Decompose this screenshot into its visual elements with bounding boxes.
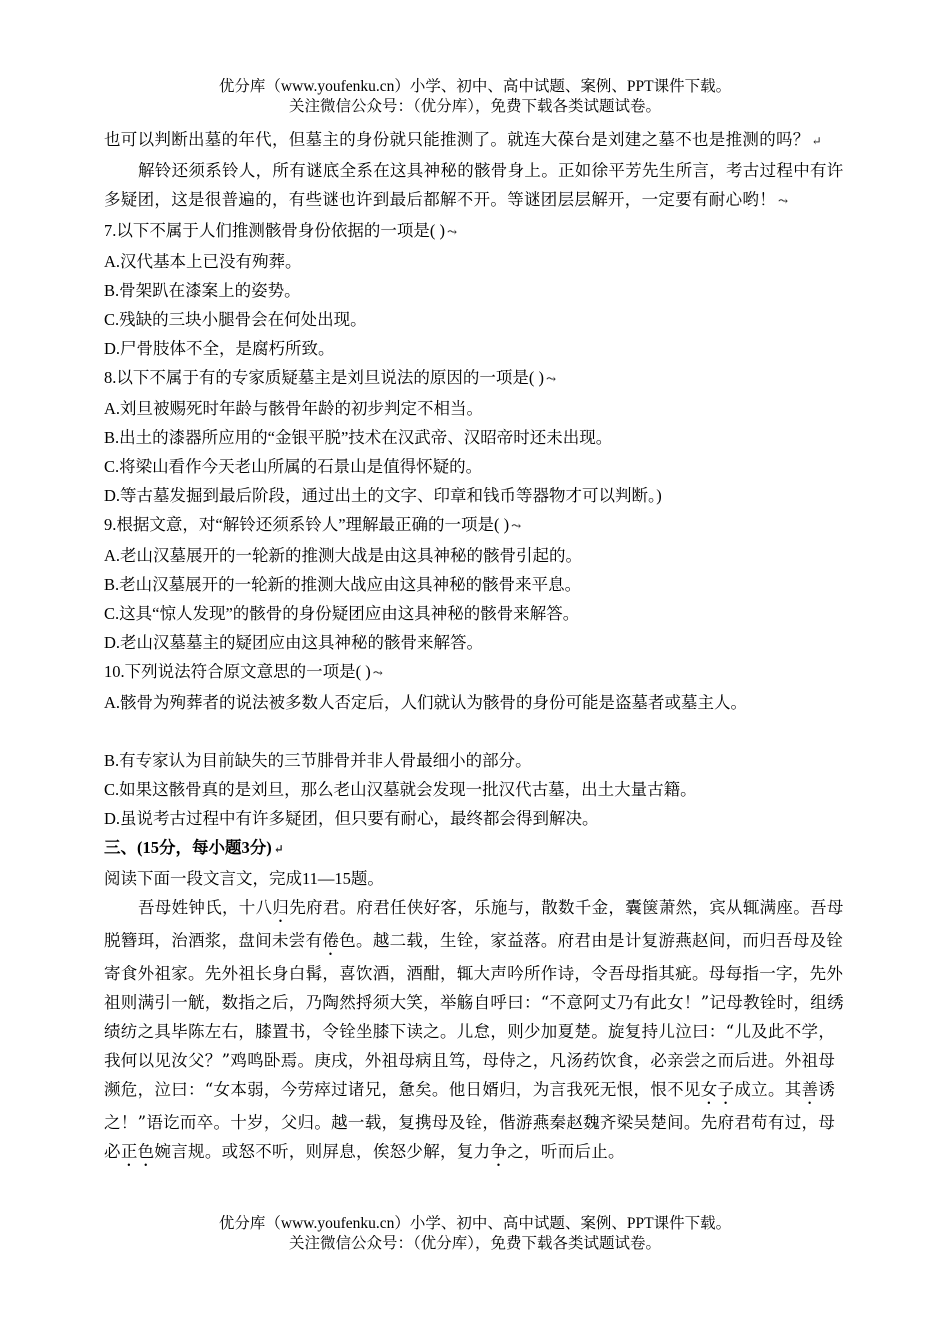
question-option: C.如果这骸骨真的是刘旦，那么老山汉墓就会发现一批汉代古墓，出土大量古籍。: [104, 780, 697, 799]
emphasized-word: 正色: [120, 1142, 155, 1161]
question-stem: 8.以下不属于有的专家质疑墓主是刘旦说法的原因的一项是( ) ⤳: [104, 368, 557, 387]
classical-text: 吾母姓钟氏，十八归先府君。府君任侠好客，乐施与，散数千金，囊箧萧然，宾从辄满座。吾母脱簪珥，治酒浆，盘间未尝有倦色。越二载，生铨，家益落。府君由是计复游燕赵间，而归吾母及铨寄食外祖家。先外祖长身白髯，喜饮酒，酒酣，辄大声吟所作诗，令吾母指其疵。母每指一字，先外祖则满引一觥，数指之后，乃陶然捋须大笑，举觞自呼曰：“不意阿丈乃有此女！”记母教铨时，组绣绩纺之具毕陈左右，膝置书，令铨坐膝下读之。儿怠，则少加夏楚。旋复持儿泣曰：“儿及此不学，我何以见汝父？”鸡鸣卧焉。庚戌，外祖母病且笃，母侍之，凡汤药饮食，必亲尝之而后进。外祖母濒危，泣曰：“女本弱，今劳瘁过诸兄，惫矣。他日婿归，为言我死无恨，恨不见女子成立。其善诱之！”语讫而卒。十岁，父归。越一载，复携母及铨，偕游燕秦赵魏齐梁吴楚间。先府君苟有过，母必正色婉言规。或怒不听，则屏息，俟怒少解，复力争之，听而后止。: [104, 898, 844, 1161]
section-title: 三、(15分，每小题3分) ↵: [104, 838, 284, 857]
passage-paragraph: 解铃还须系铃人，所有谜底全系在这具神秘的骸骨身上。正如徐平芳先生所言，考古过程中有许多疑团，这是很普遍的，有些谜也许到最后都解不开。等谜团层层解开，一定要有耐心哟！ ⤳: [104, 161, 844, 209]
question-option: D.虽说考古过程中有许多疑团，但只要有耐心，最终都会得到解决。: [104, 809, 599, 828]
arrow-mark-icon: ⤳: [778, 194, 789, 208]
question-option: C.这具“惊人发现”的骸骨的身份疑团应由这具神秘的骸骨来解答。: [104, 604, 580, 623]
arrow-mark-icon: ⤳: [372, 666, 383, 680]
paragraph-mark-icon: ↵: [273, 842, 284, 856]
passage-paragraph: 也可以判断出墓的年代，但墓主的身份就只能推测了。就连大葆台是刘建之墓不也是推测的吗？ ↵: [104, 130, 822, 149]
header-line-2: 关注微信公众号：（优分库），免费下载各类试题试卷。: [288, 98, 661, 115]
footer-line-1: 优分库（www.youfenku.cn）小学、初中、高中试题、案例、PPT课件下载。: [218, 1215, 732, 1232]
arrow-mark-icon: ⤳: [546, 372, 557, 386]
question-option: B.出土的漆器所应用的“金银平脱”技术在汉武帝、汉昭帝时还未出现。: [104, 428, 613, 447]
emphasized-word: 女子: [700, 1080, 735, 1099]
question-option: D.老山汉墓墓主的疑团应由这具神秘的骸骨来解答。: [104, 633, 484, 652]
question-stem: 9.根据文意，对“解铃还须系铃人”理解最正确的一项是( ) ⤳: [104, 515, 522, 534]
document-body: [104, 125, 844, 1170]
section-instruction: 阅读下面一段文言文，完成11—15题。: [104, 869, 384, 888]
emphasized-word: 倦: [322, 931, 340, 950]
page-header: [0, 77, 950, 117]
question-stem: 10.下列说法符合原文意思的一项是( ) ⤳: [104, 662, 383, 681]
paragraph-mark-icon: ↵: [811, 134, 822, 148]
question-stem: 7.以下不属于人们推测骸骨身份依据的一项是( ) ⤳: [104, 221, 458, 240]
question-option: C.残缺的三块小腿骨会在何处出现。: [104, 310, 367, 329]
question-option: B.老山汉墓展开的一轮新的推测大战应由这具神秘的骸骨来平息。: [104, 575, 582, 594]
question-option: D.等古墓发掘到最后阶段，通过出土的文字、印章和钱币等器物才可以判断。): [104, 486, 662, 505]
question-option: A.刘旦被赐死时年龄与骸骨年龄的初步判定不相当。: [104, 399, 484, 418]
question-option: C.将梁山看作今天老山所属的石景山是值得怀疑的。: [104, 457, 483, 476]
question-option: D.尸骨肢体不全，是腐朽所致。: [104, 339, 335, 358]
header-line-1: 优分库（www.youfenku.cn）小学、初中、高中试题、案例、PPT课件下载。: [218, 78, 732, 95]
emphasized-word: 善: [801, 1080, 819, 1099]
footer-line-2: 关注微信公众号：（优分库），免费下载各类试题试卷。: [288, 1235, 661, 1252]
question-option: A.骸骨为殉葬者的说法被多数人否定后，人们就认为骸骨的身份可能是盗墓者或墓主人。: [104, 693, 748, 712]
arrow-mark-icon: ⤳: [511, 519, 522, 533]
question-option: B.有专家认为目前缺失的三节腓骨并非人骨最细小的部分。: [104, 751, 532, 770]
page-footer: [0, 1214, 950, 1254]
arrow-mark-icon: ⤳: [447, 225, 458, 239]
emphasized-word: 归: [272, 898, 290, 917]
question-option: A.汉代基本上已没有殉葬。: [104, 252, 302, 271]
emphasized-word: 争: [490, 1142, 508, 1161]
question-option: A.老山汉墓展开的一轮新的推测大战是由这具神秘的骸骨引起的。: [104, 546, 583, 565]
question-option: B.骨架趴在漆案上的姿势。: [104, 281, 301, 300]
blank-line: [104, 717, 844, 746]
